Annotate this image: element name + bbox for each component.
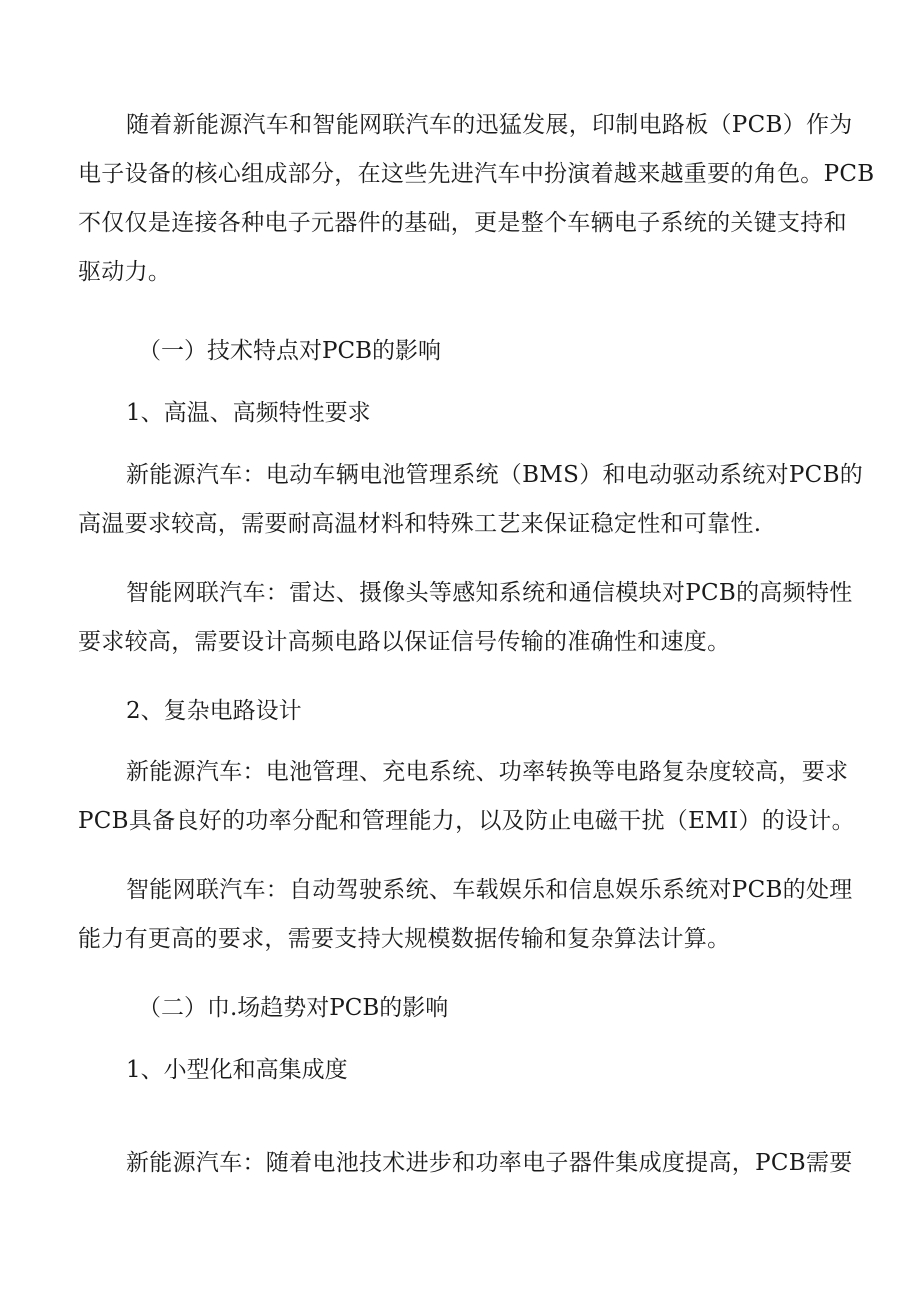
item-1-paragraph-2 (78, 572, 853, 664)
item-2-p1-line-1: 新能源汽车：电池管理、充电系统、功率转换等电路复杂度较高，要求 (126, 759, 849, 785)
item-2-p1-line-2: PCB具备良好的功率分配和管理能力，以及防止电磁干扰（EMI）的设计。 (78, 808, 855, 834)
item-2-paragraph-1 (78, 751, 855, 843)
section-2-title: （二）巾.场趋势对PCB的影响 (138, 995, 449, 1021)
intro-line-2: 电子设备的核心组成部分，在这些先进汽车中扮演着越来越重要的角色。PCB (78, 161, 875, 187)
intro-line-3: 不仅仅是连接各种电子元器件的基础，更是整个车辆电子系统的关键支持和 (78, 210, 847, 236)
item-1-paragraph-1 (78, 454, 864, 546)
item-3-title: 1、小型化和高集成度 (126, 1057, 348, 1083)
item-1-title: 1、高温、高频特性要求 (126, 400, 371, 426)
item-2-p2-line-2: 能力有更高的要求，需要支持大规模数据传输和复杂算法计算。 (78, 926, 731, 952)
item-1-p1-line-1: 新能源汽车：电动车辆电池管理系统（BMS）和电动驱动系统对PCB的 (126, 462, 864, 488)
item-2-p2-line-1: 智能网联汽车：自动驾驶系统、车载娱乐和信息娱乐系统对PCB的处理 (126, 877, 853, 903)
intro-line-4: 驱动力。 (78, 259, 172, 285)
item-2-title: 2、复杂电路设计 (126, 698, 302, 724)
intro-line-1: 随着新能源汽车和智能网联汽车的迅猛发展，印制电路板（PCB）作为 (126, 112, 853, 138)
item-3-paragraph-1 (78, 1142, 853, 1185)
item-2-paragraph-2 (78, 869, 853, 961)
item-1-p2-line-1: 智能网联汽车：雷达、摄像头等感知系统和通信模块对PCB的高频特性 (126, 580, 853, 606)
intro-paragraph (78, 104, 875, 294)
item-1-p1-line-2: 高温要求较高，需要耐高温材料和特殊工艺来保证稳定性和可靠性. (78, 511, 762, 537)
item-1-p2-line-2: 要求较高，需要设计高频电路以保证信号传输的准确性和速度。 (78, 629, 731, 655)
item-3-p1-line-1: 新能源汽车：随着电池技术进步和功率电子器件集成度提高，PCB需要 (126, 1150, 853, 1176)
section-1-title: （一）技术特点对PCB的影响 (138, 338, 441, 364)
